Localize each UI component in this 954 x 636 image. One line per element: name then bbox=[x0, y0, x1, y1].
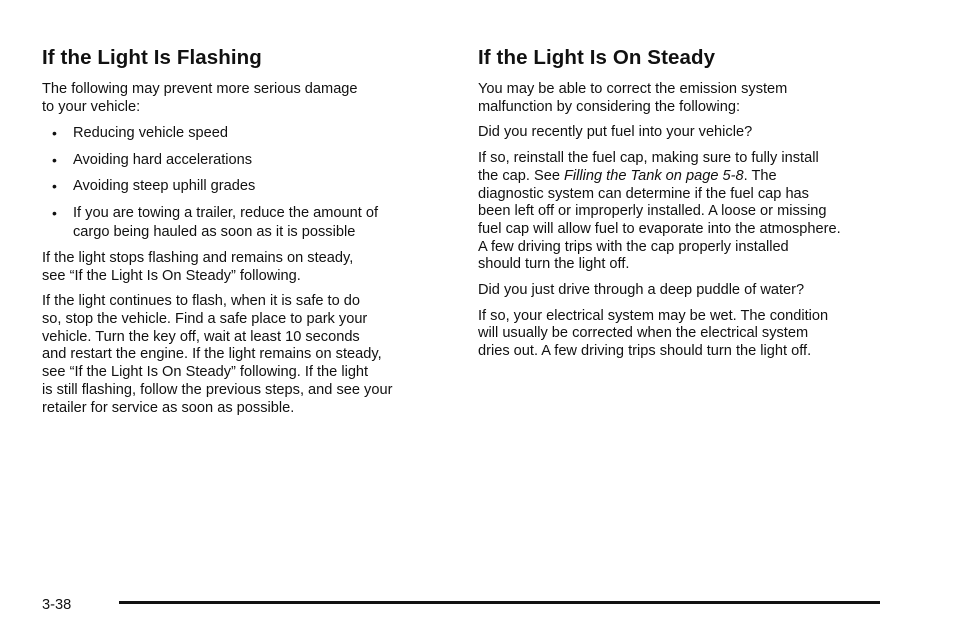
left-intro-line-2: to your vehicle: bbox=[42, 98, 141, 115]
footer-rule bbox=[119, 601, 880, 604]
left-heading: If the Light Is Flashing bbox=[42, 46, 262, 69]
question-fuel: Did you recently put fuel into your vehicle? bbox=[478, 124, 753, 141]
bullet-dot-icon: • bbox=[52, 178, 57, 195]
bullet-list bbox=[42, 124, 442, 242]
left-intro-line-1: The following may prevent more serious damage bbox=[42, 81, 358, 97]
bullet-item-1: • Reducing vehicle speed bbox=[52, 125, 228, 142]
bullet-dot-icon: • bbox=[52, 125, 57, 142]
answer-fuel-paragraph: If so, reinstall the fuel cap, making sure to fully install the cap. See Filling the Tank on page 5-8. The diagnostic system can determine if the fuel cap has been left off or improperly installed. A loose or missing fuel cap will allow fuel to evaporate into the atmosphere. A few driving trips with the cap properly installed should turn the light off. bbox=[478, 150, 841, 273]
bullet-item-3: • Avoiding steep uphill grades bbox=[52, 178, 256, 195]
right-intro-paragraph: You may be able to correct the emission system malfunction by considering the following: bbox=[478, 81, 788, 115]
answer-puddle-paragraph: If so, your electrical system may be wet. The condition will usually be corrected when the electrical system dries out. A few driving trips should turn the light off. bbox=[478, 307, 829, 360]
bullet-dot-icon: • bbox=[52, 204, 57, 221]
left-intro-paragraph bbox=[42, 81, 442, 116]
bullet-item-4: • If you are towing a trailer, reduce the amount of cargo being hauled as soon as it is possible bbox=[52, 204, 379, 240]
bullet-item-2: • Avoiding hard accelerations bbox=[52, 151, 253, 168]
page-number: 3-38 bbox=[42, 597, 72, 613]
left-paragraph-2: If the light stops flashing and remains on steady, see “If the Light Is On Steady” following. bbox=[42, 249, 354, 284]
cross-reference-link[interactable]: Filling the Tank on page 5-8 bbox=[564, 167, 744, 184]
right-heading: If the Light Is On Steady bbox=[478, 46, 716, 69]
question-puddle: Did you just drive through a deep puddle of water? bbox=[478, 282, 805, 299]
right-column bbox=[478, 44, 888, 369]
left-paragraph-3: If the light continues to flash, when it is safe to do so, stop the vehicle. Find a safe place to park your vehicle. Turn the key off, wait at least 10 seconds and restart the engine. If the light remains on steady, see “If the Light Is On Steady” following. If the light is still flashing, follow the previous steps, and see your retailer for service as soon as possible. bbox=[42, 293, 393, 416]
bullet-dot-icon: • bbox=[52, 151, 57, 168]
left-column bbox=[42, 44, 442, 425]
